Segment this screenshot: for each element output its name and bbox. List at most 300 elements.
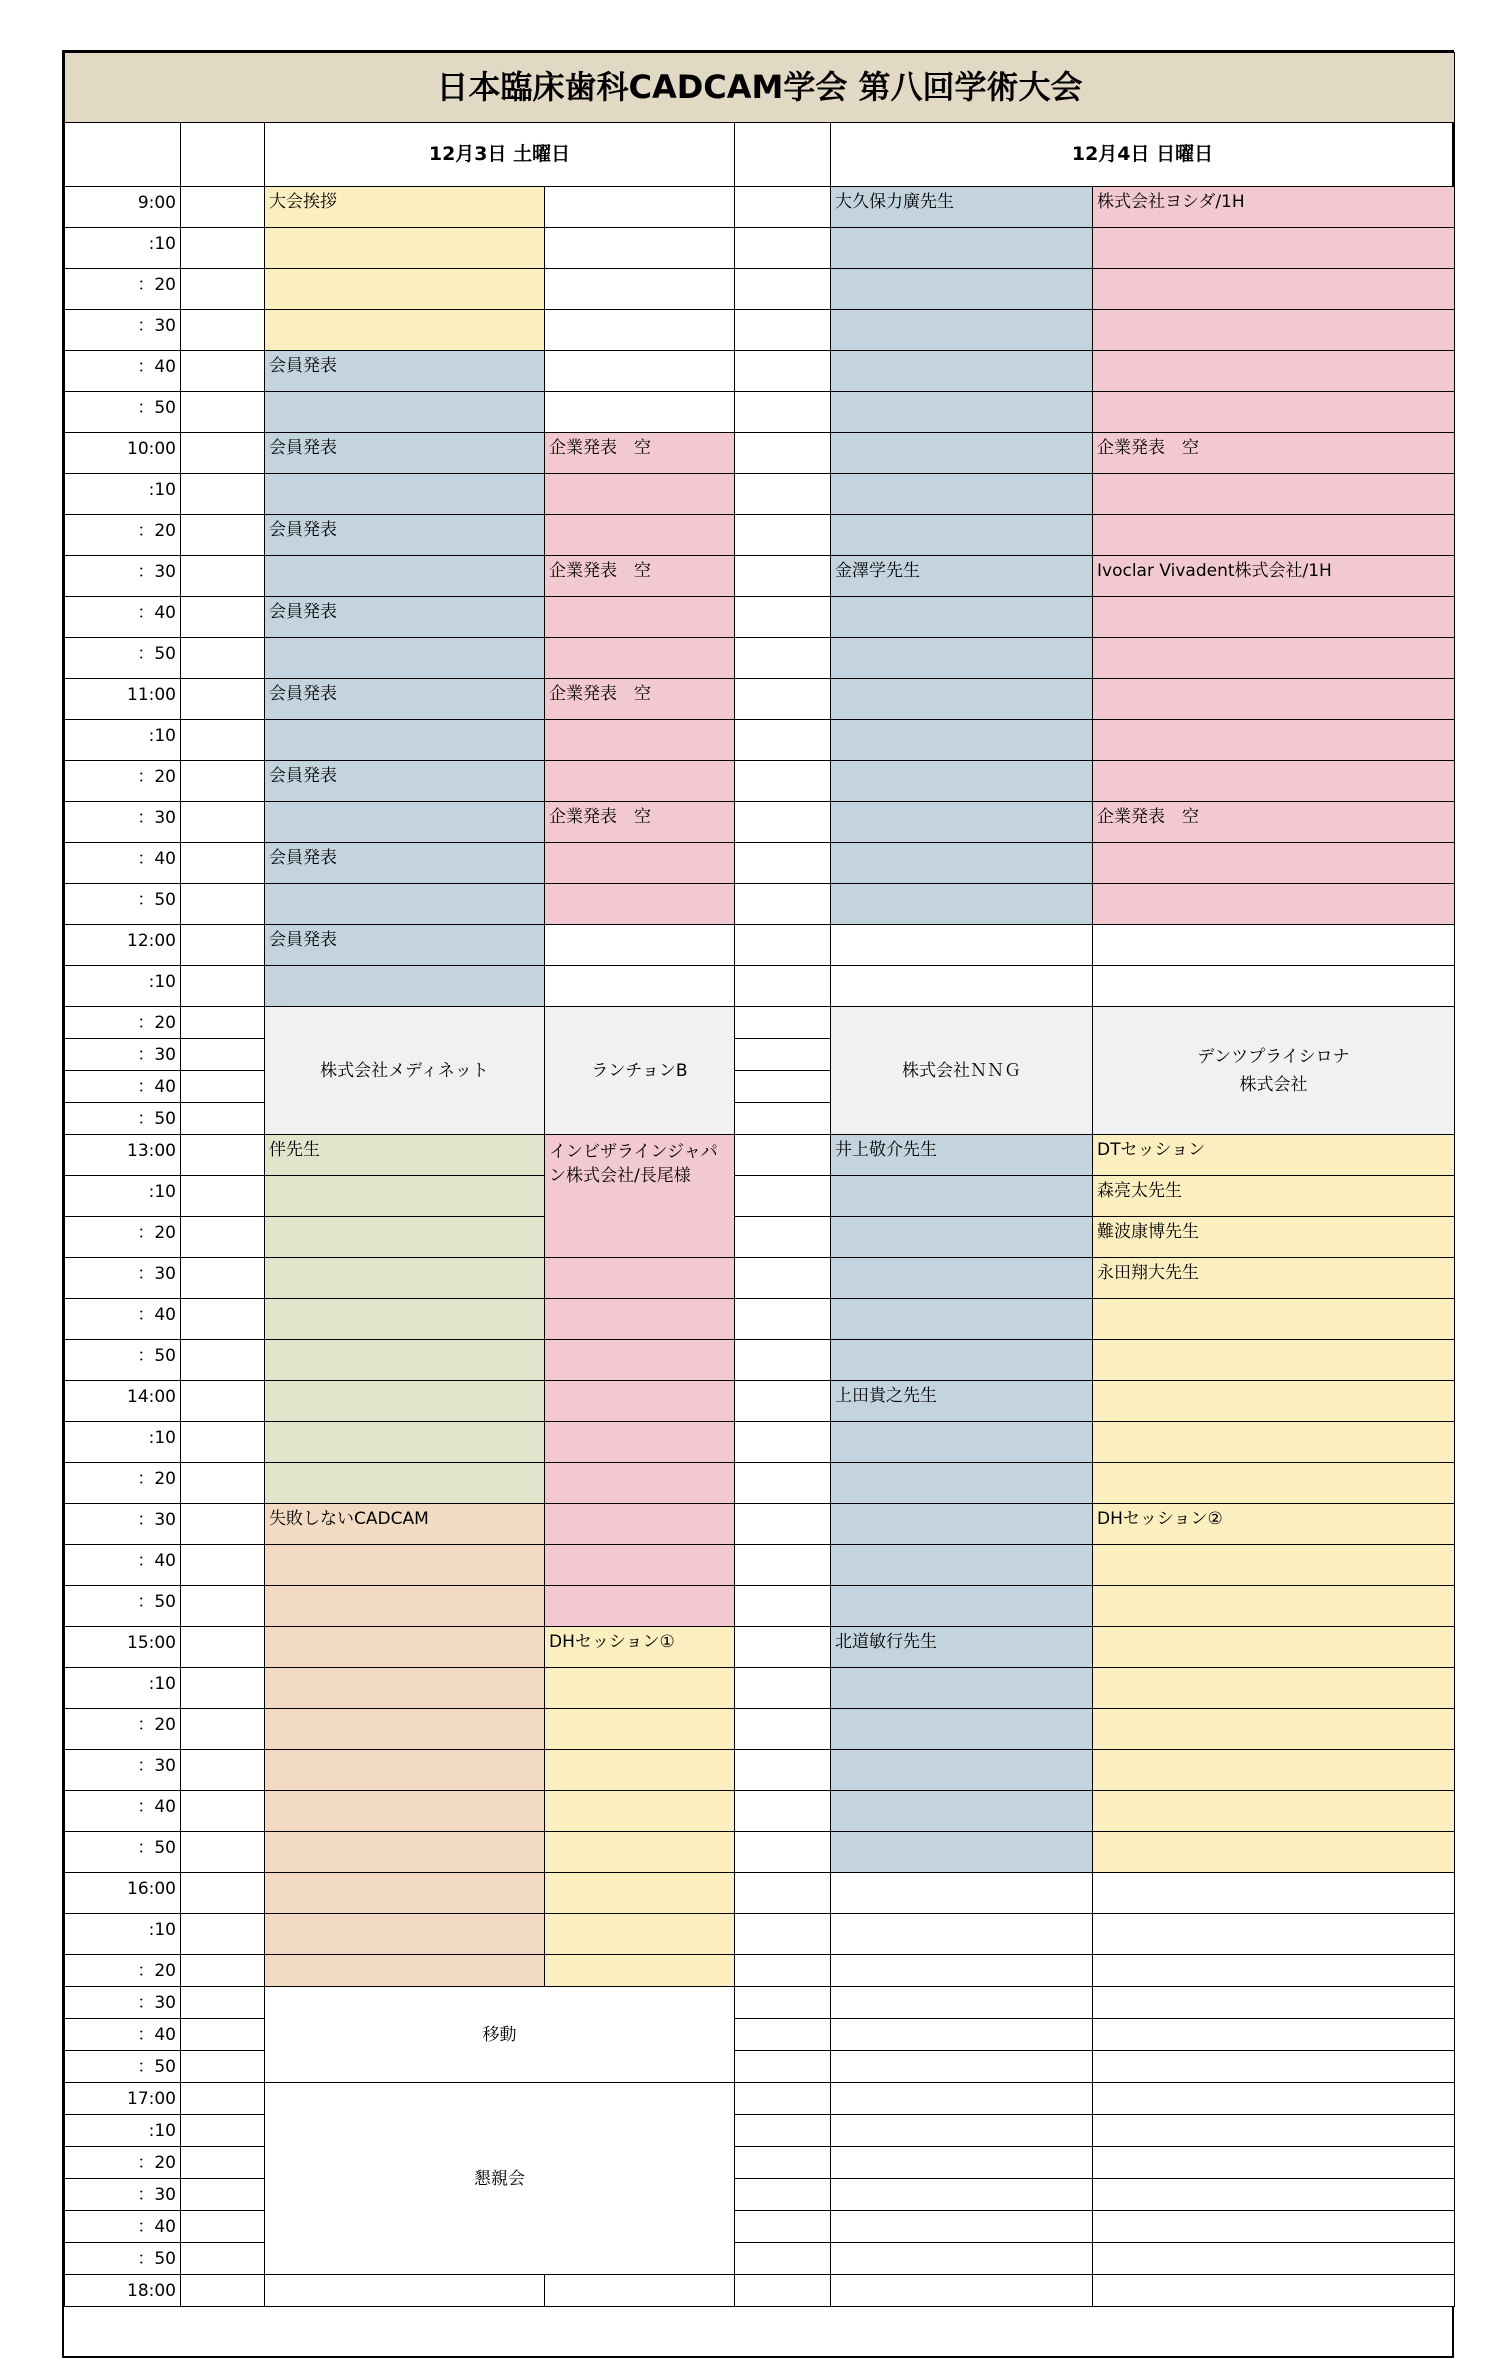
page-title: 日本臨床歯科CADCAM学会 第八回学術大会 (64, 52, 1455, 123)
time-label: :10 (64, 1913, 181, 1955)
invisalign-session (544, 1503, 735, 1545)
dh-session-1: DHセッション① (544, 1626, 735, 1668)
company-presentation: 企業発表 空 (1092, 432, 1455, 474)
blank-cell (180, 1872, 265, 1914)
empty-slot (1092, 924, 1455, 966)
blank-cell (180, 1954, 265, 1987)
kanazawa-lecture (830, 842, 1093, 884)
blank-cell (180, 965, 265, 1007)
empty-slot (734, 1954, 831, 1987)
empty-slot (734, 1216, 831, 1258)
empty-slot (830, 2274, 1093, 2307)
empty-slot (264, 2274, 545, 2307)
empty-slot (830, 1913, 1093, 1955)
empty-slot (734, 555, 831, 597)
cadcam-lecture (264, 1708, 545, 1750)
empty-slot (734, 596, 831, 638)
yoshida-session (1092, 268, 1455, 310)
cadcam-lecture (264, 1667, 545, 1709)
member-presentation (264, 637, 545, 679)
yoshida-session (1092, 350, 1455, 392)
member-presentation (264, 555, 545, 597)
dh-session-1 (544, 1749, 735, 1791)
company-presentation: 企業発表 空 (544, 555, 735, 597)
ban-lecture (264, 1421, 545, 1463)
greeting-session (264, 268, 545, 310)
kanazawa-lecture (830, 596, 1093, 638)
time-label: :10 (64, 965, 181, 1007)
blank-cell (180, 637, 265, 679)
inoue-lecture (830, 1216, 1093, 1258)
dh-session-2: DHセッション② (1092, 1503, 1455, 1545)
invisalign-session (544, 1544, 735, 1586)
company-presentation (544, 883, 735, 925)
empty-slot (544, 391, 735, 433)
company-presentation (1092, 514, 1455, 556)
blank-cell (180, 719, 265, 761)
blank-cell (180, 1421, 265, 1463)
empty-slot (1092, 2242, 1455, 2275)
invisalign-session (544, 1257, 735, 1299)
time-label: ：30 (64, 1503, 181, 1545)
blank-cell (180, 514, 265, 556)
time-label: ：30 (64, 1749, 181, 1791)
dh-session-1 (544, 1913, 735, 1955)
moving-break: 移動 (264, 1986, 735, 2083)
empty-slot (734, 1790, 831, 1832)
blank-cell (180, 1708, 265, 1750)
ban-lecture (264, 1339, 545, 1381)
kitamichi-lecture (830, 1831, 1093, 1873)
company-presentation (544, 596, 735, 638)
blank-cell (180, 2242, 265, 2275)
yoshida-session: 株式会社ヨシダ/1H (1092, 186, 1455, 228)
empty-slot (734, 678, 831, 720)
empty-slot (734, 1257, 831, 1299)
empty-slot (734, 1175, 831, 1217)
empty-slot (830, 924, 1093, 966)
empty-slot (1092, 2274, 1455, 2307)
ueda-lecture: 上田貴之先生 (830, 1380, 1093, 1422)
empty-slot (734, 1585, 831, 1627)
time-label: 16:00 (64, 1872, 181, 1914)
cadcam-lecture (264, 1954, 545, 1987)
time-label: ：40 (64, 842, 181, 884)
empty-slot (734, 1421, 831, 1463)
header-time (64, 122, 181, 187)
dh-session-2 (1092, 1585, 1455, 1627)
blank-cell (180, 1070, 265, 1103)
kanazawa-lecture (830, 801, 1093, 843)
empty-slot (734, 1872, 831, 1914)
empty-slot (734, 473, 831, 515)
ban-lecture (264, 1216, 545, 1258)
nanba-lecture: 難波康博先生 (1092, 1216, 1455, 1258)
lunch-nng: 株式会社ＮＮＧ (830, 1006, 1093, 1135)
blank-cell (180, 678, 265, 720)
blank-cell (180, 1503, 265, 1545)
blank-cell (180, 1134, 265, 1176)
inoue-lecture (830, 1298, 1093, 1340)
dh-session-2 (1092, 1626, 1455, 1668)
kanazawa-lecture (830, 760, 1093, 802)
nagata-lecture (1092, 1380, 1455, 1422)
ban-lecture (264, 1298, 545, 1340)
member-presentation: 会員発表 (264, 350, 545, 392)
empty-slot (734, 801, 831, 843)
empty-slot (734, 2274, 831, 2307)
member-presentation (264, 719, 545, 761)
empty-slot (734, 1913, 831, 1955)
time-label: ：20 (64, 2146, 181, 2179)
ivoclar-session (1092, 637, 1455, 679)
blank-cell (180, 268, 265, 310)
time-label: ：30 (64, 1257, 181, 1299)
time-label: ：40 (64, 1070, 181, 1103)
kanazawa-lecture: 金澤学先生 (830, 555, 1093, 597)
member-presentation (264, 965, 545, 1007)
blank-cell (180, 2210, 265, 2243)
kanazawa-lecture (830, 719, 1093, 761)
time-label: ：20 (64, 514, 181, 556)
empty-slot (830, 2210, 1093, 2243)
time-label: ：50 (64, 2050, 181, 2083)
empty-slot (1092, 2018, 1455, 2051)
time-label: ：50 (64, 1831, 181, 1873)
dh-session-2 (1092, 1544, 1455, 1586)
empty-slot (734, 637, 831, 679)
inoue-lecture (830, 1175, 1093, 1217)
blank-cell (180, 1626, 265, 1668)
invisalign-session (544, 1298, 735, 1340)
company-presentation (544, 637, 735, 679)
kanazawa-lecture (830, 678, 1093, 720)
company-presentation (1092, 842, 1455, 884)
blank-cell (180, 1462, 265, 1504)
time-label: ：20 (64, 1462, 181, 1504)
time-label: ：20 (64, 760, 181, 802)
mori-lecture: 森亮太先生 (1092, 1175, 1455, 1217)
ueda-lecture (830, 1462, 1093, 1504)
okubo-lecture (830, 268, 1093, 310)
blank-cell (180, 2146, 265, 2179)
kanazawa-lecture (830, 637, 1093, 679)
member-presentation (264, 473, 545, 515)
time-label: 15:00 (64, 1626, 181, 1668)
time-label: 11:00 (64, 678, 181, 720)
time-label: :10 (64, 1175, 181, 1217)
company-presentation: 企業発表 空 (544, 678, 735, 720)
blank-cell (180, 1986, 265, 2019)
empty-slot (734, 309, 831, 351)
ban-lecture (264, 1380, 545, 1422)
empty-slot (1092, 2146, 1455, 2179)
dh-session-1 (544, 1667, 735, 1709)
empty-slot (734, 2210, 831, 2243)
blank-cell (180, 350, 265, 392)
blank-cell (180, 2274, 265, 2307)
empty-slot (1092, 1954, 1455, 1987)
empty-slot (830, 2082, 1093, 2115)
blank-cell (180, 1667, 265, 1709)
empty-slot (734, 1503, 831, 1545)
empty-slot (734, 842, 831, 884)
ivoclar-session (1092, 678, 1455, 720)
invisalign-session (544, 1585, 735, 1627)
inoue-lecture: 井上敬介先生 (830, 1134, 1093, 1176)
blank-cell (180, 1102, 265, 1135)
cadcam-lecture (264, 1913, 545, 1955)
empty-slot (734, 2242, 831, 2275)
nagata-lecture: 永田翔大先生 (1092, 1257, 1455, 1299)
empty-slot (734, 2146, 831, 2179)
blank-cell (180, 842, 265, 884)
empty-slot (734, 1749, 831, 1791)
time-label: ：40 (64, 1790, 181, 1832)
greeting-session (264, 309, 545, 351)
okubo-lecture (830, 309, 1093, 351)
empty-slot (544, 350, 735, 392)
empty-slot (830, 1954, 1093, 1987)
time-label: ：40 (64, 350, 181, 392)
time-label: ：30 (64, 555, 181, 597)
dh-session-1 (544, 1831, 735, 1873)
empty-slot (734, 268, 831, 310)
blank-cell (180, 391, 265, 433)
cadcam-lecture (264, 1872, 545, 1914)
blank-cell (180, 1298, 265, 1340)
blank-cell (180, 1257, 265, 1299)
kitamichi-lecture (830, 1708, 1093, 1750)
empty-slot (734, 1462, 831, 1504)
luncheon-b: ランチョンB (544, 1006, 735, 1135)
empty-slot (1092, 965, 1455, 1007)
reception-party: 懇親会 (264, 2082, 735, 2275)
time-label: ：20 (64, 1708, 181, 1750)
member-presentation: 会員発表 (264, 432, 545, 474)
empty-slot (734, 1544, 831, 1586)
day1-header: 12月3日 土曜日 (264, 122, 735, 187)
ivoclar-session (1092, 596, 1455, 638)
greeting-session: 大会挨拶 (264, 186, 545, 228)
nagata-lecture (1092, 1298, 1455, 1340)
nagata-lecture (1092, 1462, 1455, 1504)
empty-slot (1092, 1913, 1455, 1955)
empty-slot (544, 268, 735, 310)
blank-cell (180, 2050, 265, 2083)
time-label: 9:00 (64, 186, 181, 228)
member-presentation: 会員発表 (264, 596, 545, 638)
okubo-lecture (830, 432, 1093, 474)
member-presentation: 会員発表 (264, 678, 545, 720)
cadcam-lecture (264, 1831, 545, 1873)
day2-header: 12月4日 日曜日 (830, 122, 1455, 187)
empty-slot (734, 1708, 831, 1750)
time-label: 13:00 (64, 1134, 181, 1176)
ueda-lecture (830, 1544, 1093, 1586)
empty-slot (544, 924, 735, 966)
ban-lecture (264, 1462, 545, 1504)
time-label: :10 (64, 227, 181, 269)
kitamichi-lecture (830, 1749, 1093, 1791)
empty-slot (734, 432, 831, 474)
blank-cell (180, 760, 265, 802)
time-label: 12:00 (64, 924, 181, 966)
empty-slot (544, 965, 735, 1007)
company-presentation (1092, 883, 1455, 925)
empty-slot (734, 350, 831, 392)
company-presentation: 企業発表 空 (544, 801, 735, 843)
blank-cell (180, 1585, 265, 1627)
company-presentation (544, 719, 735, 761)
company-presentation (544, 473, 735, 515)
blank-cell (180, 801, 265, 843)
empty-slot (734, 2082, 831, 2115)
blank-cell (180, 596, 265, 638)
time-label: ：40 (64, 596, 181, 638)
blank-cell (180, 1749, 265, 1791)
time-label: :10 (64, 1667, 181, 1709)
nagata-lecture (1092, 1421, 1455, 1463)
okubo-lecture (830, 514, 1093, 556)
blank-cell (180, 186, 265, 228)
time-label: :10 (64, 719, 181, 761)
okubo-lecture (830, 473, 1093, 515)
member-presentation: 会員発表 (264, 842, 545, 884)
kitamichi-lecture (830, 1790, 1093, 1832)
header-blank (180, 122, 265, 187)
empty-slot (1092, 2050, 1455, 2083)
time-label: ：50 (64, 1585, 181, 1627)
blank-cell (180, 1038, 265, 1071)
inoue-lecture (830, 1339, 1093, 1381)
ueda-lecture (830, 1585, 1093, 1627)
empty-slot (1092, 2082, 1455, 2115)
blank-cell (180, 924, 265, 966)
time-label: ：30 (64, 1986, 181, 2019)
invisalign-session (544, 1339, 735, 1381)
okubo-lecture (830, 350, 1093, 392)
kitamichi-lecture: 北道敏行先生 (830, 1626, 1093, 1668)
empty-slot (734, 1102, 831, 1135)
member-presentation: 会員発表 (264, 924, 545, 966)
invisalign-session: インビザラインジャパン株式会社/長尾様 (544, 1134, 735, 1258)
empty-slot (1092, 2178, 1455, 2211)
cadcam-lecture (264, 1749, 545, 1791)
empty-slot (734, 227, 831, 269)
empty-slot (734, 514, 831, 556)
blank-cell (180, 1913, 265, 1955)
time-label: ：40 (64, 2018, 181, 2051)
time-label: ：20 (64, 1006, 181, 1039)
time-label: ：40 (64, 1298, 181, 1340)
ueda-lecture (830, 1503, 1093, 1545)
empty-slot (734, 1134, 831, 1176)
blank-cell (180, 1831, 265, 1873)
greeting-session (264, 227, 545, 269)
empty-slot (734, 1006, 831, 1039)
empty-slot (734, 760, 831, 802)
member-presentation (264, 801, 545, 843)
empty-slot (830, 2242, 1093, 2275)
time-label: 17:00 (64, 2082, 181, 2115)
ban-lecture (264, 1257, 545, 1299)
time-label: ：50 (64, 1339, 181, 1381)
dh-session-1 (544, 1872, 735, 1914)
cadcam-lecture (264, 1585, 545, 1627)
empty-slot (544, 227, 735, 269)
empty-slot (734, 1986, 831, 2019)
time-label: ：20 (64, 1216, 181, 1258)
empty-slot (734, 391, 831, 433)
lunch-dentsply: デンツプライシロナ 株式会社 (1092, 1006, 1455, 1135)
empty-slot (734, 965, 831, 1007)
member-presentation: 会員発表 (264, 514, 545, 556)
blank-cell (180, 2114, 265, 2147)
blank-cell (180, 1544, 265, 1586)
ban-lecture (264, 1175, 545, 1217)
company-presentation (1092, 473, 1455, 515)
empty-slot (734, 924, 831, 966)
dh-session-2 (1092, 1667, 1455, 1709)
cadcam-lecture (264, 1544, 545, 1586)
blank-cell (180, 309, 265, 351)
empty-slot (734, 1339, 831, 1381)
blank-cell (180, 1380, 265, 1422)
empty-slot (1092, 1986, 1455, 2019)
blank-cell (180, 1175, 265, 1217)
time-label: ：50 (64, 2242, 181, 2275)
dh-session-1 (544, 1790, 735, 1832)
kanazawa-lecture (830, 883, 1093, 925)
blank-cell (180, 2178, 265, 2211)
yoshida-session (1092, 309, 1455, 351)
time-label: :10 (64, 1421, 181, 1463)
ivoclar-session: Ivoclar Vivadent株式会社/1H (1092, 555, 1455, 597)
empty-slot (1092, 2210, 1455, 2243)
member-presentation (264, 883, 545, 925)
empty-slot (830, 1986, 1093, 2019)
dh-session-2 (1092, 1749, 1455, 1791)
blank-cell (180, 227, 265, 269)
time-label: ：50 (64, 391, 181, 433)
blank-cell (180, 883, 265, 925)
time-label: ：40 (64, 1544, 181, 1586)
empty-slot (734, 2178, 831, 2211)
blank-cell (180, 1216, 265, 1258)
company-presentation: 企業発表 空 (1092, 801, 1455, 843)
yoshida-session (1092, 391, 1455, 433)
empty-slot (734, 2114, 831, 2147)
empty-slot (734, 883, 831, 925)
blank-cell (180, 2082, 265, 2115)
empty-slot (734, 1831, 831, 1873)
empty-slot (830, 965, 1093, 1007)
cadcam-lecture (264, 1626, 545, 1668)
empty-slot (734, 1380, 831, 1422)
dt-session: DTセッション (1092, 1134, 1455, 1176)
time-label: ：30 (64, 309, 181, 351)
ueda-lecture (830, 1421, 1093, 1463)
blank-cell (180, 1339, 265, 1381)
empty-slot (734, 2018, 831, 2051)
blank-cell (180, 432, 265, 474)
empty-slot (544, 186, 735, 228)
blank-cell (180, 473, 265, 515)
member-presentation: 会員発表 (264, 760, 545, 802)
dh-session-2 (1092, 1790, 1455, 1832)
time-label: ：20 (64, 1954, 181, 1987)
